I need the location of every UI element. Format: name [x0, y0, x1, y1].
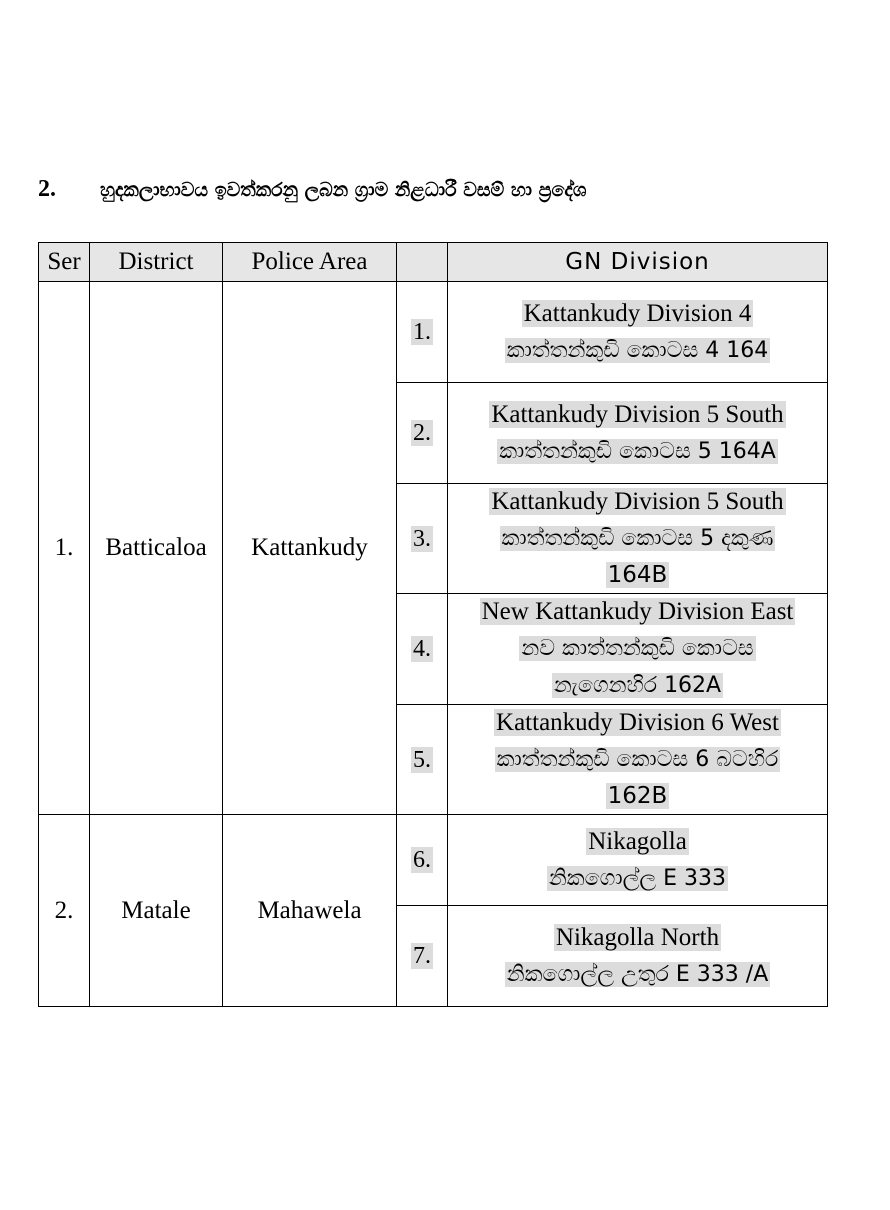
police-area-cell	[223, 815, 397, 1007]
section-heading	[38, 176, 586, 203]
gn-sinhala-name: කාත්තන්කුඩි කොටස 5 164A	[499, 438, 776, 464]
district-cell	[90, 282, 223, 815]
gn-division-cell	[448, 705, 828, 815]
gn-division-cell	[448, 815, 828, 906]
gn-english-name: Nikagolla	[588, 827, 687, 855]
division-number: 6.	[413, 847, 431, 873]
division-number: 3.	[413, 525, 431, 552]
gn-english-name: Kattankudy Division 5 South	[491, 488, 784, 515]
gn-division-table	[38, 242, 828, 1007]
police-area-cell	[223, 282, 397, 815]
header-gn-division: GN Division	[448, 243, 828, 282]
gn-division-cell	[448, 282, 828, 383]
header-blank	[397, 243, 448, 282]
header-ser: Ser	[39, 243, 90, 282]
ser-value: 1.	[54, 534, 74, 561]
gn-english-name: Kattankudy Division 4	[523, 299, 752, 327]
gn-sinhala-name-line2: නැගෙනහිර 162A	[553, 673, 722, 698]
table-header-row	[39, 243, 828, 282]
gn-english-name: Kattankudy Division 5 South	[491, 400, 784, 428]
division-number-cell	[397, 594, 448, 705]
header-police-area: Police Area	[223, 243, 397, 282]
table-row	[39, 815, 828, 906]
gn-english-name: New Kattankudy Division East	[481, 598, 794, 625]
ser-value: 2.	[54, 896, 74, 924]
table-row	[39, 282, 828, 383]
police-area-value: Mahawela	[257, 896, 362, 924]
gn-code: 162B	[607, 783, 668, 809]
gn-english-name: Kattankudy Division 6 West	[496, 709, 779, 736]
gn-sinhala-name: කාත්තන්කුඩි කොටස 4 164	[506, 337, 769, 363]
ser-cell	[39, 815, 90, 1007]
section-title: හුදකලාභාවය ඉවත්කරනු ලබන ග්‍රාම නිළධාරී වසම් හා ප්‍රදේශ	[100, 179, 587, 201]
division-number-cell	[397, 705, 448, 815]
division-number-cell	[397, 484, 448, 594]
gn-code: 164B	[607, 562, 668, 588]
district-cell	[90, 815, 223, 1007]
gn-division-cell	[448, 594, 828, 705]
gn-sinhala-name: නව කාත්තන්කුඩි කොටස	[521, 636, 754, 661]
division-number: 5.	[413, 746, 431, 773]
division-number: 7.	[413, 943, 431, 969]
police-area-value: Kattankudy	[251, 534, 368, 561]
district-value: Batticaloa	[105, 534, 207, 561]
division-number-cell	[397, 282, 448, 383]
gn-sinhala-name: නිකගොල්ල E 333	[548, 865, 727, 891]
header-district: District	[90, 243, 223, 282]
gn-english-name: Nikagolla North	[555, 923, 720, 951]
division-number: 1.	[413, 319, 431, 345]
section-number: 2.	[38, 176, 56, 202]
gn-sinhala-name: කාත්තන්කුඩි කොටස 6 බටහිර	[496, 747, 779, 772]
gn-sinhala-name: නිකගොල්ල උතුර E 333 /A	[506, 961, 769, 987]
gn-division-cell	[448, 484, 828, 594]
gn-division-cell	[448, 383, 828, 484]
district-value: Matale	[121, 896, 191, 924]
ser-cell	[39, 282, 90, 815]
gn-division-cell	[448, 906, 828, 1007]
division-number-cell	[397, 383, 448, 484]
division-number: 2.	[413, 420, 431, 446]
division-number: 4.	[413, 636, 431, 662]
division-number-cell	[397, 906, 448, 1007]
division-number-cell	[397, 815, 448, 906]
gn-sinhala-name: කාත්තන්කුඩි කොටස 5 දකුණ	[501, 526, 774, 551]
